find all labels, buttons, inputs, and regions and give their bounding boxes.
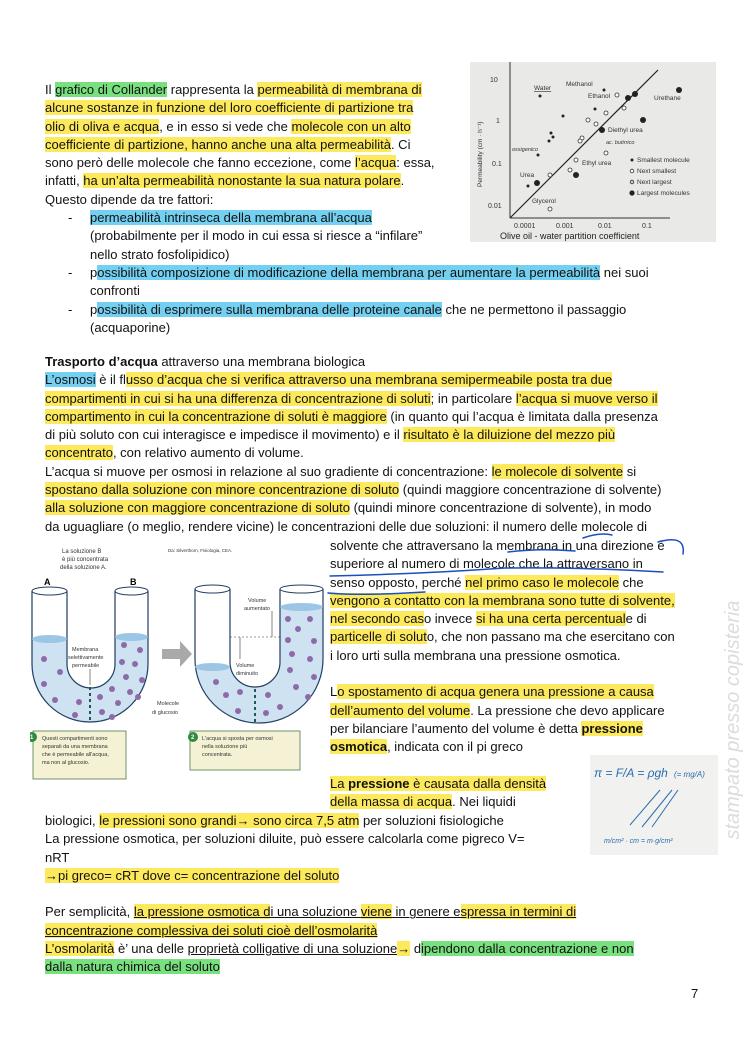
- glucose-label: Molecole: [157, 701, 180, 707]
- highlighted-text: si ha una certa percentual: [476, 611, 626, 627]
- label-methanol: Methanol: [566, 81, 593, 88]
- osmosis-figure: [30, 537, 330, 787]
- text-segment: : essa,: [396, 155, 435, 171]
- tube-label-b: B: [130, 577, 137, 587]
- highlighted-text: nel primo caso le molecole: [465, 574, 620, 590]
- label-ossigenico: ossigenico: [512, 147, 538, 153]
- x-tick: 0.001: [556, 223, 574, 230]
- step-2-caption: L'acqua si sposta per osmosi: [202, 736, 273, 742]
- formula-line-2: m/cm² · cm = m·g/cm²: [604, 838, 673, 845]
- page-number: 7: [691, 986, 699, 1001]
- highlighted-text: ipendono dalla concentrazione e non: [421, 941, 634, 957]
- label-ethyl-urea: Ethyl urea: [582, 160, 612, 167]
- tube-label-a: A: [44, 577, 51, 587]
- highlighted-text: concentrazione complessiva dei soluti cioè dell’osmolarità: [45, 922, 378, 938]
- text-segment: , indicata con il pi greco: [387, 739, 523, 755]
- highlighted-text: nel secondo cas: [330, 611, 424, 627]
- text-segment: che: [619, 574, 644, 590]
- bullet-dash: -: [68, 210, 73, 226]
- highlighted-text: le molecole di solvente: [491, 463, 624, 479]
- legend-item: Next largest: [637, 179, 672, 186]
- y-axis-label: Permeability (cm · h⁻¹): [477, 121, 484, 187]
- text-segment: i una soluzione: [270, 904, 361, 920]
- text-segment: per soluzioni fisiologiche: [359, 813, 504, 828]
- highlighted-text: la pressione osmotica d: [133, 904, 271, 920]
- step-1-caption: che è permeabile all'acqua,: [42, 752, 109, 758]
- highlighted-text: osmotica: [330, 739, 388, 755]
- text-segment: è il fl: [95, 372, 126, 388]
- highlighted-text: dalla natura chimica del soluto: [45, 959, 220, 975]
- text-segment: superiore al numero di molecole che la attraversano in: [330, 556, 643, 572]
- step-1-caption: separati da una membrana: [42, 744, 108, 750]
- step-2-caption: nella soluzione più: [202, 744, 248, 750]
- text-segment: nRT: [45, 849, 70, 865]
- legend-item: Smallest molecule: [637, 157, 690, 164]
- highlighted-text: compartimenti in cui si ha una differenza di concentrazione di soluti: [45, 390, 431, 406]
- text-segment: (quindi maggiore concentrazione di solvente): [399, 482, 662, 498]
- text-segment: si: [623, 463, 637, 479]
- highlighted-text: permeabilità di membrana di: [257, 82, 422, 97]
- bullet-dash: -: [68, 264, 73, 280]
- text-segment: che ne permettono il passaggio: [441, 301, 627, 317]
- highlighted-text: L’osmosi: [45, 372, 96, 388]
- text-segment: nello strato fosfolipidico): [90, 246, 230, 262]
- highlighted-text: La: [330, 775, 349, 791]
- step-1-caption: ma non al glucosio.: [42, 760, 90, 766]
- text-segment: Questo dipende da tre fattori:: [45, 191, 214, 207]
- text-segment: infatti,: [45, 173, 84, 189]
- text-segment: per bilanciare l’aumento del volume è detta: [330, 720, 582, 736]
- step-1-caption: Questi compartimenti sono: [42, 736, 108, 742]
- text-segment: è’ una delle: [114, 941, 188, 957]
- label-water: Water: [534, 85, 552, 92]
- label-urethane: Urethane: [654, 95, 681, 102]
- highlighted-text: spressa in termini di: [460, 904, 577, 920]
- handwritten-formula: [590, 755, 718, 855]
- text-segment: di più soluto con cui interagisce e impedisce il movimento) e il: [45, 427, 404, 443]
- text-segment: confronti: [90, 283, 140, 299]
- highlighted-text: della massa di acqua: [330, 794, 453, 810]
- volume-up-label: aumentato: [244, 606, 270, 612]
- highlighted-text: usso d’acqua che si verifica attraverso una membrana semipermeabile posta tra due: [125, 372, 613, 388]
- highlighted-text: L’osmolarità: [45, 941, 115, 957]
- formula-line-1: π = F/A = ρgh: [594, 766, 668, 780]
- highlighted-text: l’acqua: [355, 155, 397, 171]
- volume-down-label: Volume: [236, 663, 255, 669]
- text-segment: o, che non passano ma che esercitano con: [426, 629, 675, 645]
- highlighted-text: pressione: [348, 775, 410, 791]
- highlighted-text: vengono a contatto con la membrana sono tutte di solvente,: [330, 592, 675, 608]
- text-segment: p: [90, 264, 98, 280]
- x-tick: 0.0001: [514, 223, 536, 230]
- text-segment: in genere e: [391, 904, 461, 920]
- text-segment: biologici,: [45, 813, 100, 828]
- text-segment: i loro urti sulla membrana una pressione osmotica.: [330, 647, 621, 663]
- highlighted-text: ha un’alta permeabilità nonostante la sua natura polare: [83, 173, 401, 189]
- highlighted-text: olio di oliva e acqua: [45, 118, 160, 134]
- label-ac-butirrico: ac. butirrico: [606, 140, 635, 146]
- step-2-number: 2: [191, 735, 195, 741]
- intro-caption: è più concentrata: [62, 557, 109, 563]
- highlighted-text: grafico di Collander: [55, 82, 168, 97]
- text-segment: p: [90, 301, 98, 317]
- highlighted-text: →: [397, 941, 411, 957]
- legend-item: Largest molecules: [637, 190, 690, 197]
- text-segment: nei suoi: [600, 264, 649, 280]
- text-segment: rappresenta la: [167, 82, 258, 97]
- volume-down-label: diminuito: [236, 671, 259, 677]
- highlighted-text: risultato è la diluizione del mezzo più: [403, 427, 616, 443]
- text-segment: da uguagliare (o meglio, rendere vicine) le concentrazioni delle due soluzioni: il numero delle molecole di: [45, 518, 647, 534]
- text-segment: , con relativo aumento di volume.: [112, 445, 304, 461]
- highlighted-text: coefficiente di partizione, hanno anche una alta permeabilità: [45, 136, 391, 152]
- highlighted-text: concentrato: [45, 445, 113, 461]
- y-tick: 10: [490, 77, 498, 84]
- label-glycerol: Glycerol: [532, 198, 556, 205]
- label-diethyl-urea: Diethyl urea: [608, 127, 643, 134]
- source-credit: Da: Silverthorn, Fisiologia, CEA.: [168, 548, 233, 553]
- membrane-label: permeabile: [72, 663, 100, 669]
- highlighted-text: molecole con un alto: [291, 118, 411, 134]
- x-tick: 0.1: [642, 223, 652, 230]
- text-segment: (quindi minore concentrazione di solvente), in modo: [349, 500, 652, 516]
- collander-plot: [470, 62, 716, 242]
- highlighted-text: permeabilità intrinseca della membrana all’acqua: [90, 210, 372, 226]
- text-segment: (acquaporine): [90, 319, 171, 335]
- text-segment: Trasporto d’acqua: [45, 354, 158, 369]
- text-segment: solvente che attraversano la membrana in una direzione è: [330, 538, 665, 553]
- formula-line-1b: (= mg/A): [674, 770, 705, 779]
- step-2-caption: concentrata.: [202, 752, 233, 758]
- text-segment: , e in esso si vede che: [159, 118, 292, 134]
- text-segment: La pressione osmotica, per soluzioni diluite, può essere calcolarla come pigreco V=: [45, 831, 525, 847]
- highlighted-text: ossibilità composizione di modificazione della membrana per aumentare la permeabilità: [97, 264, 601, 280]
- text-segment: o invece: [423, 611, 476, 627]
- highlighted-text: o spostamento di acqua genera una pressione a causa: [337, 684, 654, 700]
- text-segment: senso opposto, perché: [330, 574, 466, 590]
- text-segment: sono però delle molecole che fanno eccezione, come: [45, 155, 356, 171]
- label-ethanol: Ethanol: [588, 93, 611, 100]
- text-segment: Il: [45, 82, 56, 97]
- y-tick: 1: [496, 118, 500, 125]
- y-tick: 0.01: [488, 203, 502, 210]
- x-axis-label: Olive oil - water partition coefficient: [500, 231, 640, 241]
- glucose-label: di glucosio: [152, 710, 178, 716]
- highlighted-text: →pi greco= cRT dove c= concentrazione del soluto: [45, 867, 340, 883]
- legend-item: Next smallest: [637, 168, 677, 175]
- highlighted-text: alcune sostanze in funzione del loro coefficiente di partizione tra: [45, 100, 414, 116]
- highlighted-text: compartimento in cui la concentrazione di soluti è maggiore: [45, 408, 387, 424]
- highlighted-text: l’acqua si muove verso il: [515, 390, 658, 406]
- text-segment: . La pressione che devo applicare: [470, 702, 665, 718]
- highlighted-text: è causata dalla densità: [409, 775, 547, 791]
- highlighted-text: particelle di solut: [330, 629, 427, 645]
- step-1-number: 1: [30, 735, 34, 741]
- text-segment: (probabilmente per il modo in cui essa si riesce a “infilare”: [90, 228, 423, 244]
- membrane-label: selettivamente: [68, 655, 104, 661]
- volume-up-label: Volume: [248, 598, 267, 604]
- text-segment: proprietà colligative di una soluzione: [187, 941, 398, 957]
- text-segment: d: [410, 941, 422, 957]
- text-segment: ; in particolare: [430, 390, 516, 406]
- highlighted-text: le pressioni sono grandi→ sono circa 7,5 atm: [99, 813, 360, 828]
- highlighted-text: dell’aumento del volume: [330, 702, 471, 718]
- text-segment: attraverso una membrana biologica: [157, 354, 366, 369]
- text-segment: . Ci: [390, 136, 411, 152]
- text-segment: L: [330, 684, 338, 700]
- x-tick: 0.01: [598, 223, 612, 230]
- intro-caption: La soluzione B: [62, 549, 102, 555]
- highlighted-text: ossibilità di esprimere sulla membrana delle proteine canale: [97, 301, 442, 317]
- label-urea: Urea: [520, 172, 535, 179]
- highlighted-text: spostano dalla soluzione con minore concentrazione di soluto: [45, 482, 400, 498]
- transition-arrow: [162, 641, 192, 667]
- highlighted-text: viene: [360, 904, 392, 920]
- text-segment: (in quanto qui l’acqua è limitata dalla presenza: [386, 408, 658, 424]
- highlighted-text: alla soluzione con maggiore concentrazione di soluto: [45, 500, 350, 516]
- bullet-dash: -: [68, 301, 73, 317]
- text-segment: Per semplicità,: [45, 904, 134, 920]
- text-segment: .: [400, 173, 405, 189]
- highlighted-text: pressione: [581, 720, 643, 736]
- text-segment: . Nei liquidi: [452, 794, 516, 810]
- membrane-label: Membrana: [72, 647, 99, 653]
- y-tick: 0.1: [492, 161, 502, 168]
- text-segment: L’acqua si muove per osmosi in relazione al suo gradiente di concentrazione:: [45, 463, 492, 479]
- watermark: stampato presso copisteria: [722, 600, 744, 840]
- text-segment: e di: [625, 611, 647, 627]
- intro-caption: della soluzione A.: [60, 565, 107, 571]
